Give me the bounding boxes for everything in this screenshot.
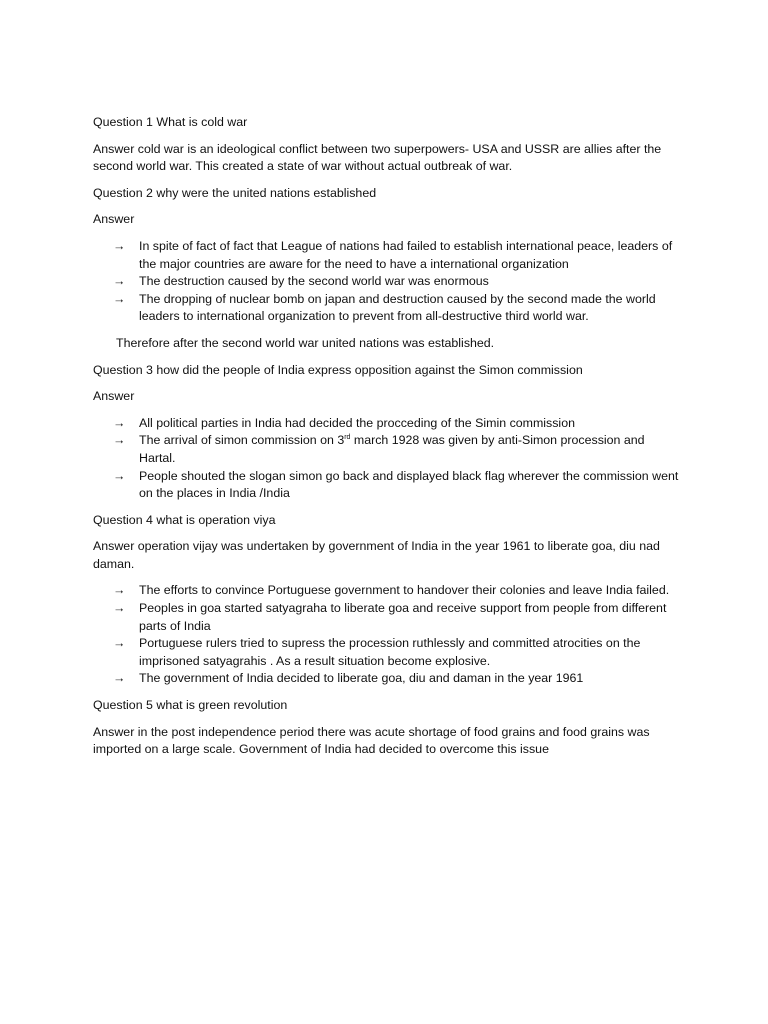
list-item-text: All political parties in India had decided the procceding of the Simin commission: [139, 415, 575, 430]
question-2-answer-label: Answer: [93, 212, 135, 227]
list-item: [93, 415, 683, 433]
arrow-bullet-icon: →: [113, 415, 126, 430]
question-3-answer-label: Answer: [93, 389, 135, 404]
list-item: [93, 291, 683, 326]
list-item-text: The dropping of nuclear bomb on japan and destruction caused by the second made the world leaders to international organization to prevent from all-destructive third world war.: [139, 291, 656, 324]
list-item: [93, 432, 683, 467]
arrow-bullet-icon: →: [113, 291, 126, 306]
arrow-bullet-icon: →: [113, 274, 126, 289]
arrow-bullet-icon: →: [113, 468, 126, 483]
list-item: [93, 238, 683, 273]
list-item-text: The destruction caused by the second world war was enormous: [139, 274, 489, 289]
arrow-bullet-icon: →: [113, 601, 126, 616]
list-item-text: The government of India decided to liberate goa, diu and daman in the year 1961: [139, 671, 584, 686]
list-item: [93, 582, 683, 600]
list-item: [93, 468, 683, 503]
list-item-text-part: march 1928 was given by anti-Simon procession and Hartal.: [139, 433, 645, 465]
ordinal-suffix: rd: [344, 434, 351, 442]
question-2-points: [93, 238, 683, 326]
question-2-heading: Question 2 why were the united nations established: [93, 185, 377, 200]
question-5-answer: Answer in the post independence period there was acute shortage of food grains and food grains was imported on a large scale. Government of India had decided to overcome this issue: [93, 724, 650, 757]
list-item-text: People shouted the slogan simon go back and displayed black flag wherever the commission went on the places in India /India: [139, 468, 679, 501]
arrow-bullet-icon: →: [113, 433, 126, 448]
arrow-bullet-icon: →: [113, 671, 126, 686]
list-item: [93, 670, 683, 688]
list-item: [93, 600, 683, 635]
question-1-answer: Answer cold war is an ideological conflict between two superpowers- USA and USSR are allies after the second world war. This created a state of war without actual outbreak of war.: [93, 141, 662, 174]
question-3-heading: Question 3 how did the people of India express opposition against the Simon commission: [93, 362, 583, 377]
question-4-answer: Answer operation vijay was undertaken by government of India in the year 1961 to liberate goa, diu nad daman.: [93, 539, 660, 571]
question-4-points: [93, 582, 683, 688]
list-item-text: Peoples in goa started satyagraha to liberate goa and receive support from people from different parts of India: [139, 601, 667, 633]
arrow-bullet-icon: →: [113, 238, 126, 253]
list-item-text: Portuguese rulers tried to supress the procession ruthlessly and committed atrocities on the imprisoned satyagrahis . As a result situation become explosive.: [139, 636, 641, 668]
list-item: [93, 635, 683, 670]
document-body: [93, 114, 683, 768]
question-4-heading: Question 4 what is operation viya: [93, 512, 276, 527]
list-item-text: [139, 433, 645, 465]
list-item-text: The efforts to convince Portuguese government to handover their colonies and leave India failed.: [139, 583, 670, 598]
question-3-points: [93, 415, 683, 503]
list-item-text: In spite of fact of fact that League of nations had failed to establish international peace, leaders of the major countries are aware for the need to have a international organization: [139, 238, 673, 271]
question-5-heading: Question 5 what is green revolution: [93, 698, 288, 713]
arrow-bullet-icon: →: [113, 583, 126, 598]
question-2-conclusion: Therefore after the second world war united nations was established.: [116, 335, 495, 350]
question-1-heading: Question 1 What is cold war: [93, 115, 248, 129]
list-item-text-part: The arrival of simon commission on 3: [139, 433, 345, 448]
list-item: [93, 273, 683, 291]
arrow-bullet-icon: →: [113, 636, 126, 651]
